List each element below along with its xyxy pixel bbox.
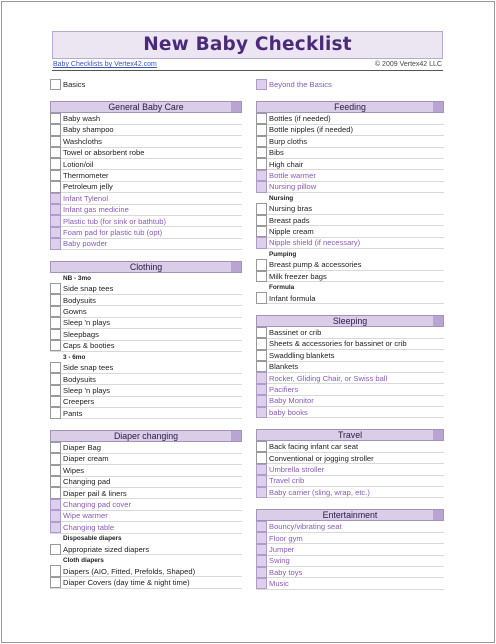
section-spacer xyxy=(256,90,444,101)
checklist-item xyxy=(256,464,444,475)
item-label: Nursing pillow xyxy=(269,182,317,192)
item-label: Diapers (AIO, Fitted, Prefolds, Shaped) xyxy=(63,566,196,576)
item-label: Music xyxy=(269,579,289,589)
item-label: Infant formula xyxy=(269,293,316,303)
item-label: Breast pads xyxy=(269,215,310,225)
item-label: Infant Tylenol xyxy=(63,193,109,203)
checklist-item xyxy=(256,407,444,418)
checkbox[interactable] xyxy=(50,79,61,90)
subheading-3-6mo xyxy=(50,352,242,363)
checklist-item xyxy=(256,567,444,578)
section-header-entertainment: Entertainment xyxy=(256,509,444,521)
checklist-item xyxy=(50,182,242,193)
item-label: Towel or absorbent robe xyxy=(63,148,145,158)
checkbox[interactable] xyxy=(50,238,61,249)
checkbox[interactable] xyxy=(256,555,267,566)
checklist-item xyxy=(256,362,444,373)
item-label: Pacifiers xyxy=(269,385,299,394)
section-spacer xyxy=(50,419,242,430)
item-label: Diaper Covers (day time & night time) xyxy=(63,577,190,587)
checklist-item xyxy=(256,327,444,338)
checkbox[interactable] xyxy=(50,396,61,407)
checkbox[interactable] xyxy=(256,464,267,475)
checklist-item xyxy=(256,533,444,544)
section-spacer xyxy=(256,498,444,509)
checkbox[interactable] xyxy=(256,181,267,192)
checkbox[interactable] xyxy=(50,499,61,510)
subheading-disposable-diapers xyxy=(50,534,242,545)
checklist-item xyxy=(256,170,444,181)
checkbox[interactable] xyxy=(50,385,61,396)
checkbox[interactable] xyxy=(50,215,61,226)
copyright-text: © 2009 Vertex42 LLC xyxy=(374,61,442,68)
checkbox[interactable] xyxy=(50,522,61,533)
item-label: Thermometer xyxy=(63,171,109,181)
checkbox[interactable] xyxy=(50,136,61,147)
item-label: Travel crib xyxy=(269,476,305,486)
item-label: Wipe warmer xyxy=(63,511,108,521)
item-label: Baby powder xyxy=(63,239,108,249)
checkbox[interactable] xyxy=(50,283,61,294)
checkbox[interactable] xyxy=(256,452,267,463)
section-header-clothing: Clothing xyxy=(50,261,242,273)
item-label: Diaper pail & liners xyxy=(63,488,127,498)
checklist-item xyxy=(50,170,242,181)
checkbox[interactable] xyxy=(256,124,267,135)
checkbox[interactable] xyxy=(50,170,61,181)
checklist-item xyxy=(50,295,242,306)
checklist-item xyxy=(256,226,444,237)
checkbox[interactable] xyxy=(256,113,267,124)
item-label: Swaddling blankets xyxy=(269,350,335,360)
checklist-item xyxy=(256,271,444,282)
subheading-label: Formula xyxy=(269,284,295,292)
checkbox[interactable] xyxy=(50,442,61,453)
right-column xyxy=(256,79,444,590)
checklist-item xyxy=(256,260,444,271)
checkbox[interactable] xyxy=(256,215,267,226)
item-label: Washcloths xyxy=(63,136,102,146)
checkbox[interactable] xyxy=(50,329,61,340)
checklist-item xyxy=(50,362,242,373)
section-spacer xyxy=(50,250,242,261)
item-label: Basics xyxy=(63,80,86,90)
checklist-item xyxy=(50,511,242,522)
item-label: High chair xyxy=(269,159,304,169)
checklist-item xyxy=(50,566,242,577)
checklist-item xyxy=(50,306,242,317)
subheading-formula xyxy=(256,282,444,293)
item-label: Umbrella stroller xyxy=(269,464,325,474)
item-label: Bottle nipples (if needed) xyxy=(269,125,354,135)
checklist-item xyxy=(256,350,444,361)
checkbox[interactable] xyxy=(50,306,61,317)
item-label: Foam pad for plastic tub (opt) xyxy=(63,227,163,237)
checklist-item xyxy=(50,205,242,216)
checklist-item xyxy=(50,522,242,533)
checklist-item xyxy=(50,227,242,238)
checklist-item xyxy=(256,79,444,90)
checkbox[interactable] xyxy=(256,521,267,532)
checklist-item xyxy=(256,487,444,498)
item-label: Sleep 'n plays xyxy=(63,385,111,395)
item-label: Bassinet or crib xyxy=(269,328,322,338)
checklist-item xyxy=(256,215,444,226)
checklist-item xyxy=(256,204,444,215)
item-label: Nipple shield (if necessary) xyxy=(269,238,361,248)
item-label: Conventional or jogging stroller xyxy=(269,453,374,463)
checkbox[interactable] xyxy=(256,532,267,543)
checkbox[interactable] xyxy=(256,147,267,158)
checklist-item xyxy=(50,577,242,588)
checklist-item xyxy=(50,113,242,124)
checklist-item xyxy=(50,477,242,488)
checklist-item xyxy=(256,521,444,532)
item-label: Side snap tees xyxy=(63,284,114,294)
checklist-item xyxy=(50,329,242,340)
item-label: Sheets & accessories for bassinet or crib xyxy=(269,339,407,349)
checkbox[interactable] xyxy=(256,226,267,237)
checklist-item xyxy=(256,339,444,350)
checkbox[interactable] xyxy=(256,544,267,555)
checklist-item xyxy=(256,136,444,147)
checkbox[interactable] xyxy=(50,204,61,215)
checkbox[interactable] xyxy=(50,577,61,588)
item-label: baby books xyxy=(269,407,308,417)
checkbox[interactable] xyxy=(256,327,267,338)
item-label: Bibs xyxy=(269,148,284,158)
item-label: Diaper Bag xyxy=(63,443,101,453)
section-spacer xyxy=(50,90,242,101)
subheading-nb-3mo xyxy=(50,273,242,284)
checklist-item xyxy=(50,408,242,419)
item-label: Beyond the Basics xyxy=(269,80,332,90)
item-label: Swing xyxy=(269,556,290,566)
checklist-item xyxy=(256,396,444,407)
checklist-item xyxy=(256,238,444,249)
checklist-item xyxy=(50,159,242,170)
section-header-travel: Travel xyxy=(256,429,444,441)
item-label: Pants xyxy=(63,408,83,418)
item-label: Bottle warmer xyxy=(269,171,316,181)
item-label: Rocker, Gliding Chair, or Swiss ball xyxy=(269,373,388,383)
item-label: Jumper xyxy=(269,544,295,554)
item-label: Sleepbags xyxy=(63,329,99,339)
item-label: Gowns xyxy=(63,307,87,317)
section-spacer xyxy=(256,418,444,429)
subheading-label: NB - 3mo xyxy=(63,274,92,282)
section-header-sleeping: Sleeping xyxy=(256,315,444,327)
checklist-item xyxy=(256,453,444,464)
subheading-label: Cloth diapers xyxy=(63,557,104,565)
item-label: Bouncy/vibrating seat xyxy=(269,522,342,532)
checkbox[interactable] xyxy=(256,487,267,498)
checklist-item xyxy=(256,182,444,193)
checkbox[interactable] xyxy=(50,453,61,464)
checkbox[interactable] xyxy=(50,476,61,487)
item-label: Creepers xyxy=(63,397,95,407)
checklist-item xyxy=(50,284,242,295)
divider xyxy=(52,70,443,71)
item-label: Baby carrier (sling, wrap, etc.) xyxy=(269,487,370,497)
item-label: Side snap tees xyxy=(63,363,114,373)
checkbox[interactable] xyxy=(50,362,61,373)
checkbox[interactable] xyxy=(50,227,61,238)
checklist-item xyxy=(50,125,242,136)
checklist-item xyxy=(50,193,242,204)
item-label: Wipes xyxy=(63,465,85,475)
checkbox[interactable] xyxy=(50,193,61,204)
subheading-label: 3 - 6mo xyxy=(63,353,86,361)
item-label: Breast pump & accessories xyxy=(269,260,362,270)
checklist-item xyxy=(50,79,242,90)
checkbox[interactable] xyxy=(50,510,61,521)
checkbox[interactable] xyxy=(256,338,267,349)
subheading-label: Nursing xyxy=(269,194,294,202)
checklist-item xyxy=(256,384,444,395)
checklist-item xyxy=(256,441,444,452)
item-label: Back facing infant car seat xyxy=(269,442,359,452)
checkbox[interactable] xyxy=(256,136,267,147)
checklist-item xyxy=(50,341,242,352)
checklist-item xyxy=(256,373,444,384)
checklist-item xyxy=(50,499,242,510)
checklist-item xyxy=(50,385,242,396)
checkbox[interactable] xyxy=(256,475,267,486)
item-label: Changing pad xyxy=(63,477,111,487)
section-header-feeding: Feeding xyxy=(256,101,444,113)
left-column xyxy=(50,79,242,589)
checkbox[interactable] xyxy=(256,292,267,303)
item-label: Changing pad cover xyxy=(63,500,131,510)
subheading-nursing xyxy=(256,193,444,204)
checkbox[interactable] xyxy=(50,158,61,169)
page-title: New Baby Checklist xyxy=(143,34,352,55)
checkbox[interactable] xyxy=(50,340,61,351)
section-spacer xyxy=(256,304,444,315)
checkbox[interactable] xyxy=(256,395,267,406)
section-header-diaper-changing: Diaper changing xyxy=(50,430,242,442)
checklist-page xyxy=(1,1,495,643)
item-label: Lotion/oil xyxy=(63,159,94,169)
checkbox[interactable] xyxy=(50,373,61,384)
checkbox[interactable] xyxy=(256,158,267,169)
checkbox[interactable] xyxy=(256,170,267,181)
checklist-item xyxy=(50,397,242,408)
subheading-pumping xyxy=(256,249,444,260)
checkbox[interactable] xyxy=(50,124,61,135)
checkbox[interactable] xyxy=(50,544,61,555)
item-label: Baby toys xyxy=(269,567,303,577)
checkbox[interactable] xyxy=(256,372,267,383)
checkbox[interactable] xyxy=(256,271,267,282)
checkbox[interactable] xyxy=(256,441,267,452)
item-label: Changing table xyxy=(63,522,115,532)
checklist-item xyxy=(50,374,242,385)
subheading-cloth-diapers xyxy=(50,555,242,566)
item-label: Baby wash xyxy=(63,114,101,124)
subheading-label: Pumping xyxy=(269,250,297,258)
checkbox[interactable] xyxy=(256,361,267,372)
checkbox[interactable] xyxy=(50,181,61,192)
checklist-item xyxy=(256,544,444,555)
checklist-item xyxy=(50,465,242,476)
item-label: Bodysuits xyxy=(63,374,96,384)
checklist-item xyxy=(50,454,242,465)
checklist-item xyxy=(50,148,242,159)
item-label: Sleep 'n plays xyxy=(63,318,111,328)
checklist-item xyxy=(256,113,444,124)
checkbox[interactable] xyxy=(50,147,61,158)
checkbox[interactable] xyxy=(256,407,267,418)
checkbox[interactable] xyxy=(50,294,61,305)
item-label: Appropriate sized diapers xyxy=(63,544,150,554)
checklist-item xyxy=(256,476,444,487)
item-label: Milk freezer bags xyxy=(269,271,327,281)
item-label: Caps & booties xyxy=(63,341,115,351)
item-label: Infant gas medicine xyxy=(63,205,129,215)
item-label: Plastic tub (for sink or bathtub) xyxy=(63,216,166,226)
item-label: Burp cloths xyxy=(269,136,307,146)
checklist-item xyxy=(256,159,444,170)
checkbox[interactable] xyxy=(256,350,267,361)
checkbox[interactable] xyxy=(50,565,61,576)
item-label: Diaper cream xyxy=(63,454,109,464)
item-label: Nipple cream xyxy=(269,227,314,237)
checklist-item xyxy=(256,578,444,589)
checklist-item xyxy=(50,544,242,555)
item-label: Blankets xyxy=(269,362,299,372)
checkbox[interactable] xyxy=(50,113,61,124)
item-label: Baby Monitor xyxy=(269,396,314,406)
checkbox[interactable] xyxy=(256,384,267,395)
checkbox[interactable] xyxy=(256,203,267,214)
section-header-general-baby-care: General Baby Care xyxy=(50,101,242,113)
item-label: Nursing bras xyxy=(269,204,313,214)
checkbox[interactable] xyxy=(50,465,61,476)
item-label: Baby shampoo xyxy=(63,125,114,135)
checklist-item xyxy=(50,318,242,329)
title-banner xyxy=(52,31,443,59)
checklist-item xyxy=(50,442,242,453)
checklist-item xyxy=(50,216,242,227)
checkbox[interactable] xyxy=(50,317,61,328)
checkbox[interactable] xyxy=(256,259,267,270)
subheading-label: Disposable diapers xyxy=(63,535,122,543)
checklist-item xyxy=(50,488,242,499)
checklist-item xyxy=(256,148,444,159)
checkbox[interactable] xyxy=(256,237,267,248)
checklist-item xyxy=(50,136,242,147)
item-label: Bodysuits xyxy=(63,295,96,305)
checklist-item xyxy=(256,125,444,136)
checklist-item xyxy=(256,293,444,304)
vertex42-link[interactable]: Baby Checklists by Vertex42.com xyxy=(53,61,157,68)
checklist-item xyxy=(256,556,444,567)
item-label: Bottles (if needed) xyxy=(269,114,331,124)
checkbox[interactable] xyxy=(256,578,267,589)
checkbox[interactable] xyxy=(50,487,61,498)
checkbox[interactable] xyxy=(256,567,267,578)
item-label: Floor gym xyxy=(269,533,303,543)
checklist-item xyxy=(50,239,242,250)
item-label: Petroleum jelly xyxy=(63,182,113,192)
checkbox[interactable] xyxy=(256,79,267,90)
checkbox[interactable] xyxy=(50,407,61,418)
